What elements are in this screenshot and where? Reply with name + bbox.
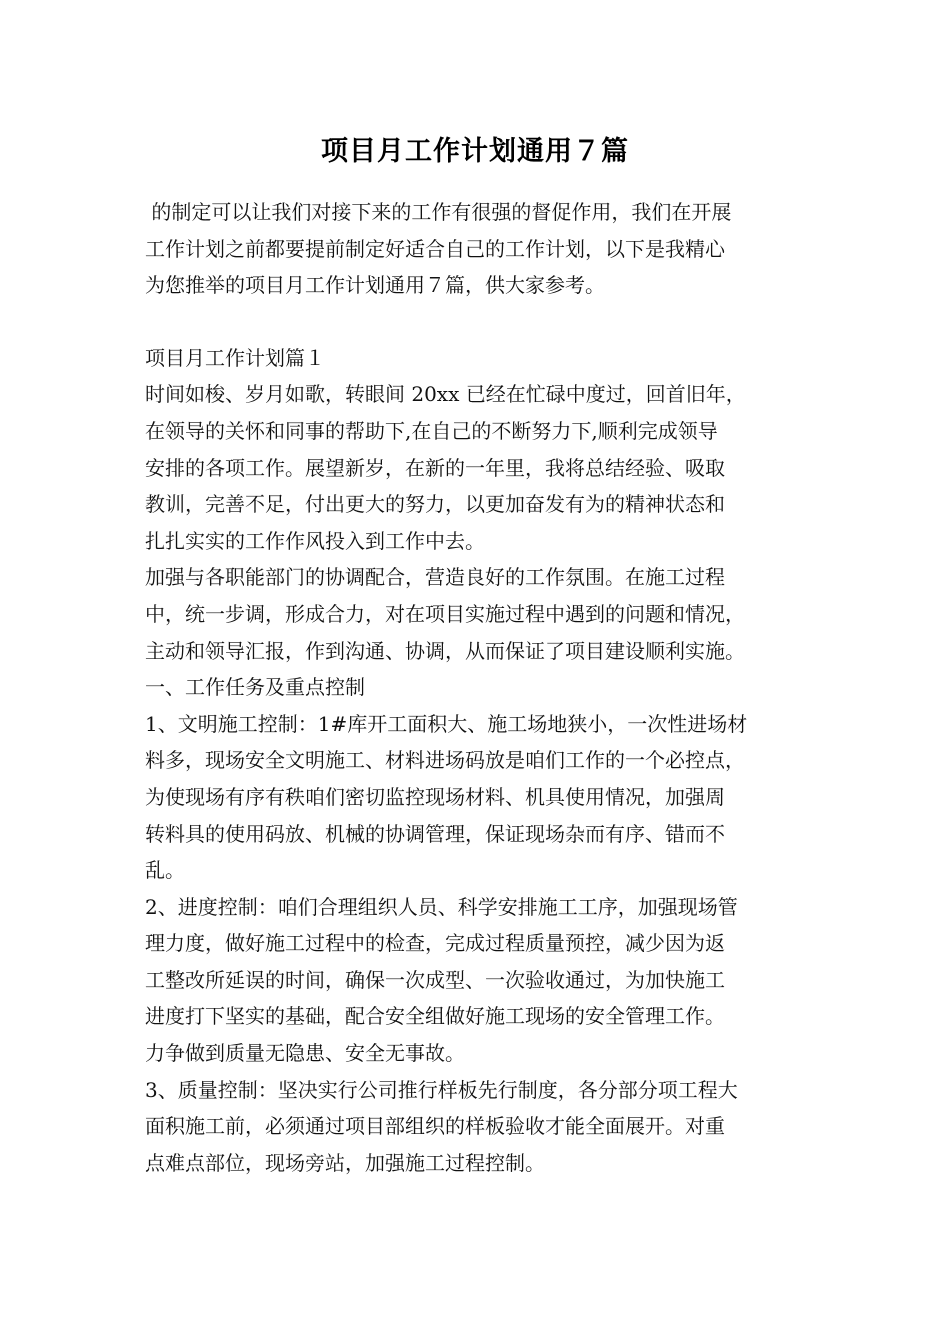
text-line: 的制定可以让我们对接下来的工作有很强的督促作用，我们在开展 (145, 200, 732, 224)
text-line: 加强与各职能部门的协调配合，营造良好的工作氛围。在施工过程 (145, 565, 725, 590)
text-line: 乱。 (145, 858, 185, 883)
text-line: 教训，完善不足，付出更大的努力，以更加奋发有为的精神状态和 (145, 492, 725, 517)
text-line: 工整改所延误的时间，确保一次成型、一次验收通过，为加快施工 (145, 967, 725, 992)
document-title: 项目月工作计划通用７篇 (321, 136, 629, 167)
text-line: 理力度，做好施工过程中的检查，完成过程质量预控，减少因为返 (145, 931, 725, 956)
text-line: 主动和领导汇报，作到沟通、协调，从而保证了项目建设顺利实施。 (145, 638, 745, 663)
document-body (145, 194, 815, 1181)
intro-paragraph (145, 194, 815, 304)
text-line: 1、文明施工控制：1#库开工面积大、施工场地狭小，一次性进场材 (145, 711, 748, 736)
text-line: 工作计划之前都要提前制定好适合自己的工作计划，以下是我精心 (145, 236, 725, 261)
text-line: 转料具的使用码放、机械的协调管理，保证现场杂而有序、错而不 (145, 821, 725, 846)
section-content (145, 340, 815, 1182)
section-heading: 项目月工作计划篇１ (145, 345, 325, 370)
text-line: 在领导的关怀和同事的帮助下,在自己的不断努力下,顺利完成领导 (145, 418, 718, 443)
text-line: 力争做到质量无隐患、安全无事故。 (145, 1041, 465, 1066)
paragraph-gap (145, 304, 815, 340)
text-line: 2、进度控制：咱们合理组织人员、科学安排施工工序，加强现场管 (145, 894, 738, 919)
text-line: 为您推举的项目月工作计划通用７篇，供大家参考。 (145, 273, 605, 298)
text-line: 安排的各项工作。展望新岁，在新的一年里，我将总结经验、吸取 (145, 455, 725, 480)
text-line: 点难点部位，现场旁站，加强施工过程控制。 (145, 1150, 545, 1175)
subheading: 一、工作任务及重点控制 (145, 675, 365, 700)
text-line: 为使现场有序有秩咱们密切监控现场材料、机具使用情况，加强周 (145, 784, 725, 809)
text-line: 料多，现场安全文明施工、材料进场码放是咱们工作的一个必控点， (145, 748, 745, 773)
text-line: 进度打下坚实的基础，配合安全组做好施工现场的安全管理工作。 (145, 1004, 725, 1029)
text-line: 时间如梭、岁月如歌，转眼间 20xx 已经在忙碌中度过，回首旧年， (145, 382, 746, 407)
text-line: 中，统一步调，形成合力，对在项目实施过程中遇到的问题和情况， (145, 601, 745, 626)
text-line: 3、质量控制：坚决实行公司推行样板先行制度，各分部分项工程大 (145, 1077, 738, 1102)
text-line: 扎扎实实的工作作风投入到工作中去。 (145, 528, 485, 553)
text-line: 面积施工前，必须通过项目部组织的样板验收才能全面展开。对重 (145, 1114, 725, 1139)
